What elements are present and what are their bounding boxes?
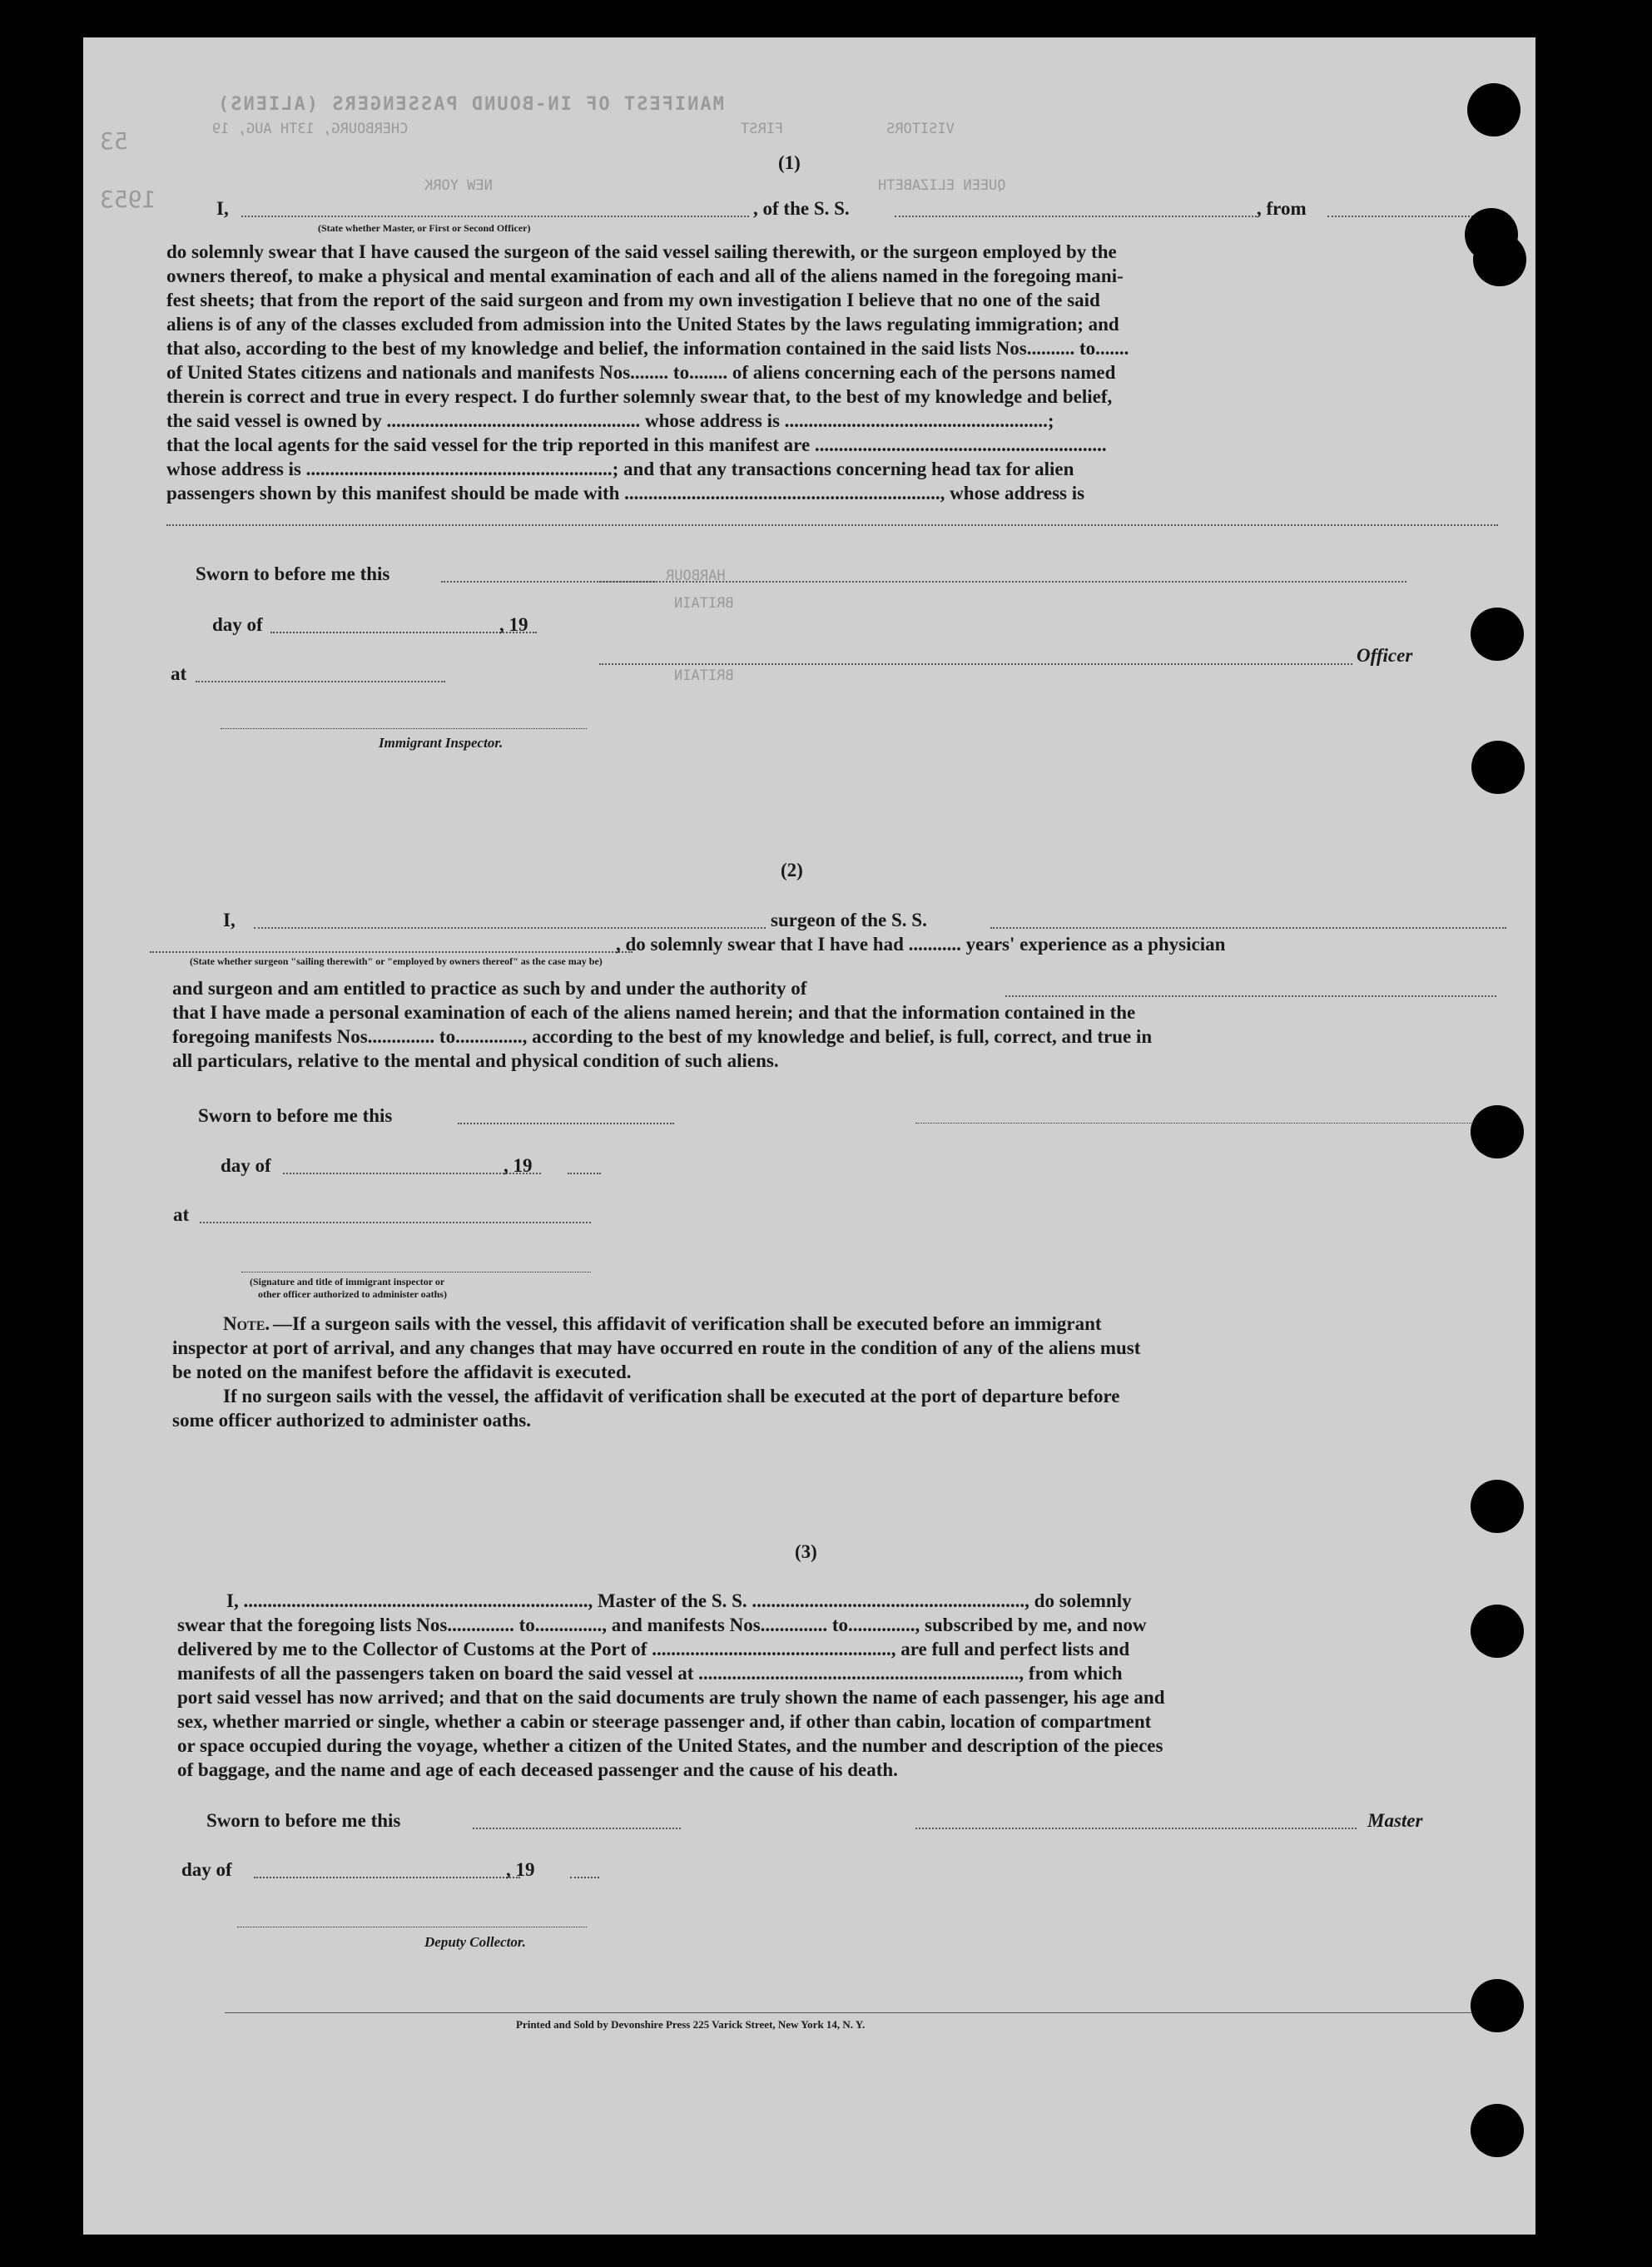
- s3-para-5: port said vessel has now arrived; and that on the said documents are truly shown the name of each passenger, his age and: [177, 1687, 1165, 1708]
- s1-ship-field[interactable]: [895, 216, 1257, 217]
- s2-note-line-5: some officer authorized to administer oaths.: [172, 1410, 531, 1431]
- binder-hole-5: [1471, 741, 1525, 794]
- s2-para-1: and surgeon and am entitled to practice as such by and under the authority of: [172, 978, 807, 999]
- s3-day-field[interactable]: [254, 1877, 520, 1878]
- s1-of-ss: , of the S. S.: [753, 198, 850, 219]
- s3-para-3: delivered by me to the Collector of Customs at the Port of .................................................., are full and perfect lists and: [177, 1639, 1130, 1659]
- s2-para-4: all particulars, relative to the mental and physical condition of such aliens.: [172, 1050, 779, 1071]
- s1-para-2: owners thereof, to make a physical and mental examination of each and all of the aliens named in the foregoing mani-: [166, 265, 1124, 286]
- s2-surgeon-signature[interactable]: [915, 1123, 1515, 1124]
- s3-para-4: manifests of all the passengers taken on board the said vessel at ..................................................................., from which: [177, 1663, 1123, 1684]
- section-1-heading: (1): [778, 152, 801, 173]
- s1-i: I,: [216, 198, 229, 219]
- ghost-new-york: NEW YORK: [424, 177, 493, 194]
- s3-sworn-label: Sworn to before me this: [206, 1810, 401, 1831]
- s2-status-field[interactable]: [150, 951, 633, 953]
- s1-para-7: therein is correct and true in every respect. I do further solemnly swear that, to the best of my knowledge and belief,: [166, 386, 1113, 407]
- s1-para-11: passengers shown by this manifest should be made with .................................................................., whose address is: [166, 483, 1085, 504]
- binder-hole-1: [1467, 83, 1521, 136]
- s2-sworn-label: Sworn to before me this: [198, 1105, 393, 1126]
- s1-at-field[interactable]: [196, 681, 445, 682]
- ghost-britain-2: BRITAIN: [674, 667, 734, 684]
- s3-para-6: sex, whether married or single, whether a cabin or steerage passenger and, if other than cabin, location of compartment: [177, 1711, 1152, 1732]
- s2-line-2: , do solemnly swear that I have had ........... years' experience as a physician: [616, 934, 1226, 955]
- binder-hole-10: [1471, 2104, 1524, 2157]
- s2-day-field[interactable]: [283, 1173, 541, 1174]
- ghost-harbour: HARBOUR: [666, 568, 726, 584]
- s2-i: I,: [223, 910, 236, 930]
- s2-sworn-field[interactable]: [458, 1123, 674, 1124]
- s2-note-line-3: be noted on the manifest before the affidavit is executed.: [172, 1362, 632, 1382]
- s2-para-3: foregoing manifests Nos.............. to.............., according to the best of my knowledge and belief, is full, correct, and true in: [172, 1026, 1153, 1047]
- s2-status-note: (State whether surgeon "sailing therewith" or "employed by owners thereof" as the case may be): [190, 955, 603, 967]
- s2-note-label: Note.: [223, 1313, 270, 1334]
- s3-para-1: I, ........................................................................, Master of the S. S. ........................................................., do solemnly: [226, 1590, 1132, 1611]
- s1-inspector-label: Immigrant Inspector.: [379, 735, 504, 751]
- binder-hole-7: [1471, 1480, 1524, 1533]
- s1-para-6: of United States citizens and nationals and manifests Nos........ to........ of aliens concerning each of the persons named: [166, 362, 1116, 383]
- manifest-page: [83, 37, 1535, 2235]
- s2-ship-field[interactable]: [990, 927, 1506, 929]
- section-2-heading: (2): [781, 860, 803, 881]
- s1-para-9: that the local agents for the said vessel for the trip reported in this manifest are .............................................................: [166, 434, 1107, 455]
- ghost-class: FIRST: [741, 121, 784, 137]
- s1-officer-field[interactable]: [241, 216, 749, 217]
- ghost-port-date: CHERBOURG, 13TH AUG, 19: [212, 121, 409, 137]
- s2-surgeon-name-field[interactable]: [254, 927, 766, 929]
- ghost-manifest-title: MANIFEST OF IN-BOUND PASSENGERS (ALIENS): [216, 94, 724, 115]
- binder-hole-6: [1471, 1105, 1524, 1158]
- s2-sig-note-1: (Signature and title of immigrant inspector or: [250, 1276, 445, 1287]
- s1-para-5: that also, according to the best of my knowledge and belief, the information contained in the said lists Nos.......... to.......: [166, 338, 1129, 359]
- printer-imprint: Printed and Sold by Devonshire Press 225 Varick Street, New York 14, N. Y.: [516, 2018, 866, 2031]
- s3-para-2: swear that the foregoing lists Nos.............. to.............., and manifests Nos.............. to.............., subscribed by me, and now: [177, 1615, 1147, 1635]
- s1-para-3: fest sheets; that from the report of the said surgeon and from my own investigation I believe that no one of the said: [166, 290, 1100, 310]
- s1-day-label: day of: [212, 614, 263, 635]
- s2-note-line-1: —If a surgeon sails with the vessel, this affidavit of verification shall be executed before an immigrant: [273, 1313, 1102, 1334]
- s2-sig-note-2: other officer authorized to administer oaths): [258, 1288, 447, 1300]
- s1-address-field[interactable]: [166, 524, 1498, 526]
- s1-officer-note: (State whether Master, or First or Second Officer): [318, 222, 531, 234]
- ghost-visitors: VISITORS: [886, 121, 955, 137]
- s2-year-label: , 19: [504, 1155, 533, 1176]
- s1-para-1: do solemnly swear that I have caused the surgeon of the said vessel sailing therewith, or the surgeon employed by the: [166, 241, 1117, 262]
- s3-sworn-field[interactable]: [473, 1828, 681, 1829]
- s1-year-label: , 19: [499, 614, 528, 635]
- s1-para-4: aliens is of any of the classes excluded from admission into the United States by the laws regulating immigration; and: [166, 314, 1119, 335]
- binder-hole-9: [1471, 1979, 1524, 2032]
- s1-from: , from: [1257, 198, 1307, 219]
- s2-surgeon-of: surgeon of the S. S.: [771, 910, 927, 930]
- s2-note-line-4: If no surgeon sails with the vessel, the affidavit of verification shall be executed at the port of departure before: [223, 1386, 1120, 1406]
- s2-para-2: that I have made a personal examination of each of the aliens named herein; and that the information contained in the: [172, 1002, 1136, 1023]
- s3-day-label: day of: [181, 1859, 232, 1880]
- s1-officer-signature-2[interactable]: [599, 663, 1352, 665]
- binder-hole-8: [1471, 1605, 1524, 1658]
- binder-hole-4: [1471, 608, 1524, 661]
- binder-hole-3: [1473, 233, 1526, 286]
- s2-at-label: at: [173, 1204, 190, 1225]
- s1-inspector-signature[interactable]: [221, 728, 587, 729]
- s1-at-label: at: [171, 663, 187, 684]
- ghost-stray-2: 1953: [100, 186, 156, 213]
- s2-year-field[interactable]: [568, 1173, 601, 1174]
- s3-year-field[interactable]: [570, 1877, 599, 1878]
- s1-day-field[interactable]: [270, 632, 537, 633]
- s2-note-line-2: inspector at port of arrival, and any changes that may have occurred en route in the condition of any of the aliens must: [172, 1337, 1141, 1358]
- ghost-britain-1: BRITAIN: [674, 595, 734, 612]
- s1-sworn-label: Sworn to before me this: [196, 563, 390, 584]
- s1-para-8: the said vessel is owned by ..................................................... whose address is .......................................................;: [166, 410, 1054, 431]
- s2-day-label: day of: [221, 1155, 271, 1176]
- s1-para-10: whose address is ................................................................; and that any transactions concerning head tax for alien: [166, 459, 1074, 479]
- footer-rule: [225, 2012, 1473, 2013]
- s3-year-label: , 19: [506, 1859, 535, 1880]
- ghost-ship-name: QUEEN ELIZABETH: [878, 177, 1006, 194]
- s1-officer-label: Officer: [1357, 645, 1413, 666]
- s2-at-field[interactable]: [200, 1222, 591, 1223]
- s3-master-signature[interactable]: [915, 1828, 1357, 1829]
- s3-para-8: of baggage, and the name and age of each deceased passenger and the cause of his death.: [177, 1759, 898, 1780]
- section-3-heading: (3): [795, 1541, 817, 1562]
- s2-authority-field[interactable]: [1005, 995, 1496, 997]
- s3-para-7: or space occupied during the voyage, whether a citizen of the United States, and the number and description of the pieces: [177, 1735, 1163, 1756]
- s3-collector-label: Deputy Collector.: [424, 1934, 526, 1950]
- s3-master-label: Master: [1367, 1810, 1423, 1831]
- ghost-stray-1: 53: [100, 127, 128, 155]
